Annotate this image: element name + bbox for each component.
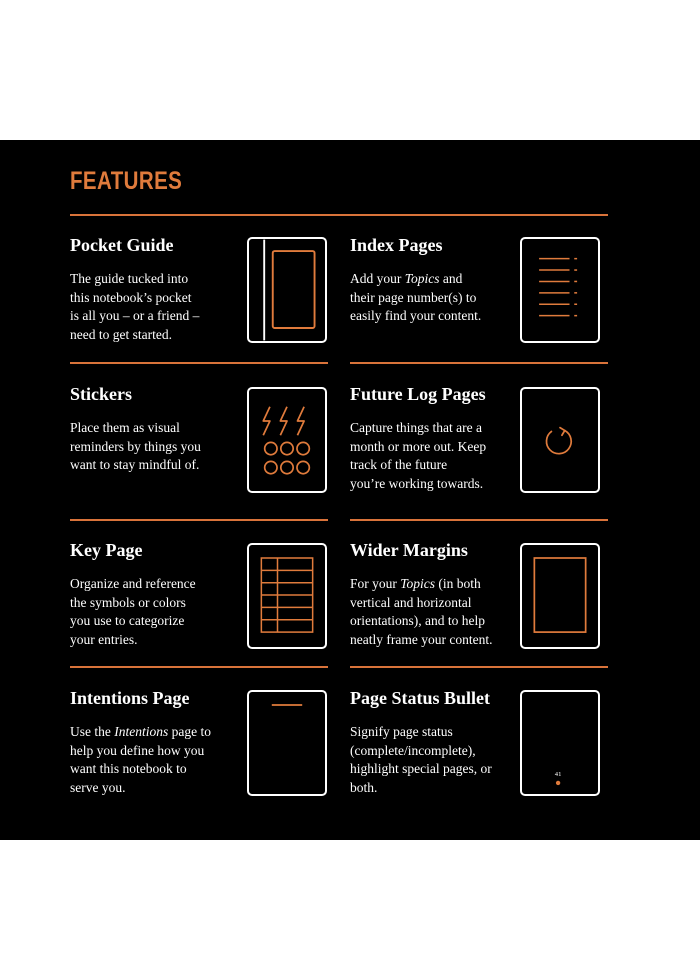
future-log-icon bbox=[520, 387, 600, 493]
row-divider-3-right bbox=[350, 666, 608, 668]
feature-title-intentions-page: Intentions Page bbox=[70, 688, 190, 708]
feature-title-future-log: Future Log Pages bbox=[350, 384, 486, 404]
feature-desc-page-status-bullet: Signify page status (complete/incomplete), highlight special pages, or both. bbox=[350, 724, 492, 795]
feature-title-page-status-bullet: Page Status Bullet bbox=[350, 688, 491, 708]
status-bullet-dot bbox=[556, 781, 560, 785]
row-divider-2-right bbox=[350, 519, 608, 521]
feature-title-key-page: Key Page bbox=[70, 540, 143, 560]
page-number: 41 bbox=[554, 771, 562, 779]
feature-desc-key-page: Organize and reference the symbols or colors you use to categorize your entries. bbox=[70, 576, 196, 647]
heading-rule bbox=[70, 214, 608, 216]
feature-desc-pocket-guide: The guide tucked into this notebook’s pocket is all you – or a friend – need to get started. bbox=[70, 271, 200, 342]
key-page-icon bbox=[247, 543, 327, 649]
row-divider-1-left bbox=[70, 362, 328, 364]
wider-margins-icon bbox=[520, 543, 600, 649]
feature-title-stickers: Stickers bbox=[70, 384, 132, 404]
feature-desc-index-pages: Add your Topics and their page number(s) to easily find your content. bbox=[350, 271, 482, 324]
features-heading: FEATURES bbox=[70, 167, 183, 195]
pocket-guide-icon bbox=[247, 237, 327, 343]
feature-desc-future-log: Capture things that are a month or more out. Keep track of the future you’re working towards. bbox=[350, 420, 487, 491]
feature-desc-wider-margins: For your Topics (in both vertical and horizontal orientations), and to help neatly frame your content. bbox=[350, 576, 493, 647]
index-pages-icon bbox=[520, 237, 600, 343]
feature-title-wider-margins: Wider Margins bbox=[350, 540, 468, 560]
feature-desc-intentions-page: Use the Intentions page to help you define how you want this notebook to serve you. bbox=[70, 724, 211, 795]
feature-title-index-pages: Index Pages bbox=[350, 235, 443, 255]
row-divider-2-left bbox=[70, 519, 328, 521]
row-divider-1-right bbox=[350, 362, 608, 364]
stickers-icon bbox=[247, 387, 327, 493]
feature-desc-stickers: Place them as visual reminders by things you want to stay mindful of. bbox=[70, 420, 201, 473]
page-status-bullet-icon bbox=[520, 690, 600, 796]
feature-title-pocket-guide: Pocket Guide bbox=[70, 235, 174, 255]
intentions-page-icon bbox=[247, 690, 327, 796]
row-divider-3-left bbox=[70, 666, 328, 668]
